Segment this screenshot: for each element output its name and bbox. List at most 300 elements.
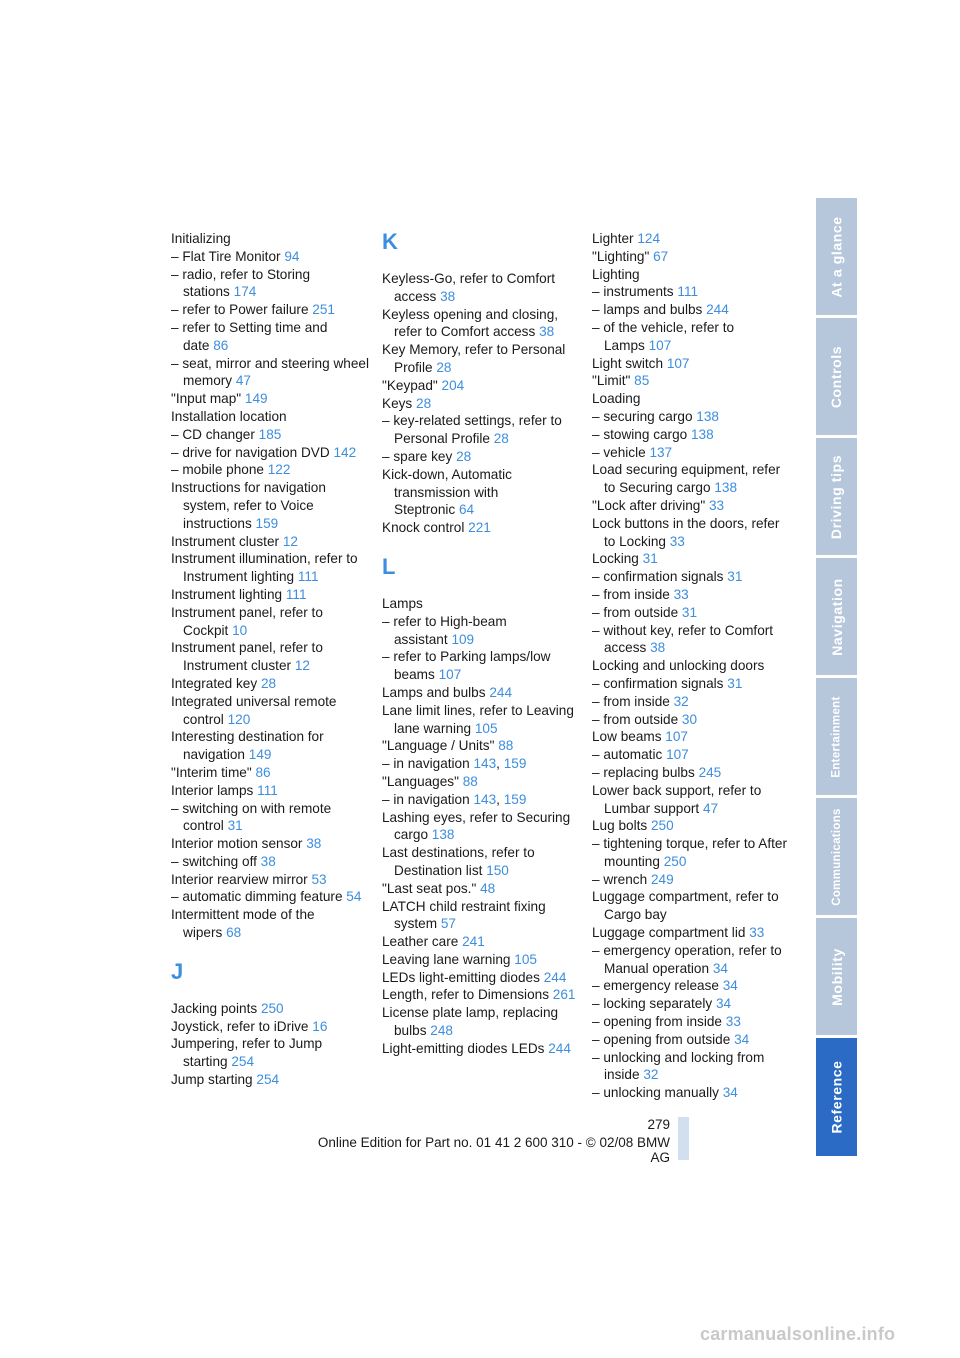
page-link[interactable]: 221 xyxy=(468,520,491,536)
entry-text: Lane limit lines, refer to Leaving lane warning xyxy=(382,702,574,736)
page-link[interactable]: 250 xyxy=(260,1000,284,1016)
entry-text: – from outside xyxy=(592,604,679,620)
index-entry xyxy=(171,390,371,408)
page-link[interactable]: 109 xyxy=(451,631,475,647)
page-link[interactable]: 244 xyxy=(706,302,729,318)
tab-controls[interactable] xyxy=(816,318,857,437)
entry-text: "Lighting" xyxy=(592,248,650,264)
index-entry xyxy=(592,355,790,373)
page-link[interactable]: 48 xyxy=(480,880,496,896)
page-link[interactable]: 53 xyxy=(311,871,327,887)
page-link[interactable]: 28 xyxy=(260,675,277,691)
index-entry xyxy=(592,1049,790,1085)
page-link[interactable]: 250 xyxy=(663,853,687,869)
page-link[interactable]: 38 xyxy=(539,324,555,340)
entry-text: – vehicle xyxy=(592,444,646,460)
index-entry xyxy=(592,977,790,995)
index-entry xyxy=(592,372,790,390)
entry-text: "Last seat pos." xyxy=(382,880,477,896)
index-entry xyxy=(382,951,582,969)
entry-text: – radio, refer to Storing stations xyxy=(171,266,311,300)
index-entry xyxy=(171,639,371,675)
entry-text: – refer to Setting time and date xyxy=(171,319,328,353)
index-entry xyxy=(171,693,371,729)
entry-text: – confirmation signals xyxy=(592,675,724,691)
page-link[interactable]: 241 xyxy=(462,934,485,950)
page-link[interactable]: 124 xyxy=(637,231,661,246)
page-link[interactable]: 174 xyxy=(233,284,257,300)
entry-text: – automatic dimming feature xyxy=(171,889,343,905)
index-entry xyxy=(592,586,790,604)
index-entry xyxy=(382,773,582,791)
entry-text: "Keypad" xyxy=(382,377,438,393)
entry-text: – securing cargo xyxy=(592,408,693,424)
page-link[interactable]: 251 xyxy=(312,302,335,318)
index-entry xyxy=(171,675,371,693)
entry-text: Initializing xyxy=(171,231,231,246)
index-entry xyxy=(382,395,582,413)
index-column-1 xyxy=(171,230,371,1089)
index-entry xyxy=(382,519,582,537)
entry-text: – spare key xyxy=(382,448,453,464)
page-link[interactable]: 28 xyxy=(456,448,472,464)
entry-text: – in navigation xyxy=(382,791,470,807)
index-entry xyxy=(592,942,790,978)
index-entry xyxy=(592,568,790,586)
page-link[interactable]: 33 xyxy=(749,925,765,941)
entry-text: Instrument panel, refer to Instrument cluster xyxy=(171,640,323,674)
entry-text: Keys xyxy=(382,395,413,411)
index-entry xyxy=(171,444,371,462)
entry-text: Instructions for navigation system, refer to Voice instructions xyxy=(171,480,326,531)
page-link[interactable]: 12 xyxy=(294,658,310,674)
page-link[interactable]: 33 xyxy=(673,586,689,602)
page-link[interactable]: 150 xyxy=(486,862,509,878)
index-entry xyxy=(171,906,371,942)
tab-navigation[interactable] xyxy=(816,558,857,677)
index-entry xyxy=(171,800,371,836)
entry-text: – unlocking and locking from inside xyxy=(592,1049,765,1083)
entry-text: Key Memory, refer to Personal Profile xyxy=(382,342,566,375)
entry-text: Locking and unlocking doors xyxy=(592,658,765,674)
page-link[interactable]: 34 xyxy=(722,1085,738,1101)
index-entry xyxy=(382,898,582,934)
index-entry xyxy=(592,1013,790,1031)
entry-text: – opening from inside xyxy=(592,1014,722,1030)
index-entry xyxy=(382,341,582,377)
footer-bar xyxy=(678,1117,689,1160)
page-link[interactable]: 138 xyxy=(696,408,719,424)
entry-text: "Input map" xyxy=(171,391,242,407)
index-entry xyxy=(592,817,790,835)
index-entry xyxy=(382,986,582,1004)
index-entry xyxy=(592,461,790,497)
entry-text: Jumpering, refer to Jump starting xyxy=(171,1036,323,1070)
page-link[interactable]: 254 xyxy=(231,1054,255,1070)
index-entry xyxy=(382,844,582,880)
page-link[interactable]: 244 xyxy=(548,1040,571,1056)
page-link[interactable]: 10 xyxy=(232,622,248,638)
index-entry xyxy=(171,1035,371,1071)
entry-text: Lashing eyes, refer to Securing cargo xyxy=(382,809,571,843)
index-entry xyxy=(592,444,790,462)
entry-text: – emergency release xyxy=(592,978,719,994)
index-entry xyxy=(592,871,790,889)
index-entry xyxy=(171,248,371,266)
index-entry xyxy=(592,924,790,942)
page-link[interactable]: 111 xyxy=(677,284,699,300)
entry-text: Interior rearview mirror xyxy=(171,871,308,887)
index-entry xyxy=(382,933,582,951)
entry-text: Lighting xyxy=(592,266,640,282)
index-entry xyxy=(382,648,582,684)
index-entry xyxy=(382,595,582,613)
page-link[interactable]: 67 xyxy=(653,248,669,264)
index-entry xyxy=(592,995,790,1013)
tab-label: Reference xyxy=(828,1060,845,1134)
page-link[interactable]: 138 xyxy=(431,827,455,843)
page-link[interactable]: 159 xyxy=(503,791,527,807)
page-link[interactable]: 143 xyxy=(473,756,497,772)
index-entry xyxy=(592,764,790,782)
entry-text: – instruments xyxy=(592,284,674,300)
entry-text: – opening from outside xyxy=(592,1031,731,1047)
index-entry xyxy=(592,604,790,622)
entry-text: – refer to Parking lamps/low beams xyxy=(382,649,551,683)
page-link[interactable]: 47 xyxy=(235,373,251,389)
entry-text: Light-emitting diodes LEDs xyxy=(382,1040,545,1056)
page-link[interactable]: 31 xyxy=(681,604,698,620)
index-entry xyxy=(382,809,582,845)
page-link[interactable]: 33 xyxy=(708,497,725,513)
index-entry xyxy=(171,835,371,853)
entry-text: – refer to High-beam assistant xyxy=(382,613,507,647)
tab-communications[interactable] xyxy=(816,798,857,917)
index-entry xyxy=(592,497,790,515)
entry-text: Locking xyxy=(592,551,639,567)
edition-note: Online Edition for Part no. 01 41 2 600 310 - © 02/08 BMW AG xyxy=(317,1135,670,1165)
index-entry xyxy=(171,355,371,391)
tab-label: Mobility xyxy=(828,947,845,1006)
index-column-3 xyxy=(592,230,790,1102)
entry-text: – wrench xyxy=(592,871,648,887)
page-link[interactable]: 32 xyxy=(643,1067,659,1083)
index-entry xyxy=(171,266,371,302)
page-link[interactable]: 149 xyxy=(244,391,268,407)
index-entry xyxy=(592,888,790,924)
entry-text: – unlocking manually xyxy=(592,1085,719,1101)
index-entry xyxy=(592,782,790,818)
index-entry xyxy=(592,408,790,426)
index-entry xyxy=(382,684,582,702)
page-link[interactable]: 28 xyxy=(436,359,452,375)
page-link[interactable]: 30 xyxy=(681,711,698,727)
entry-text: Keyless-Go, refer to Comfort access xyxy=(382,271,555,304)
page-link[interactable]: 86 xyxy=(255,764,271,780)
entry-text: LATCH child restraint fixing system xyxy=(382,898,546,932)
entry-text: Jump starting xyxy=(171,1072,253,1088)
entry-text: Leather care xyxy=(382,934,459,950)
index-entry xyxy=(382,1040,582,1058)
entry-text: – from inside xyxy=(592,586,670,602)
entry-text: Light switch xyxy=(592,355,664,371)
page-link[interactable]: 122 xyxy=(267,462,291,478)
page-link[interactable]: 38 xyxy=(440,288,456,304)
page-link[interactable]: 38 xyxy=(650,640,666,656)
index-entry xyxy=(171,853,371,871)
page-link[interactable]: 32 xyxy=(673,693,689,709)
entry-text: Loading xyxy=(592,391,641,407)
index-entry xyxy=(592,550,790,568)
page-link[interactable]: 204 xyxy=(441,377,465,393)
entry-text: Lock buttons in the doors, refer to Locking xyxy=(592,515,780,549)
entry-text: Interior lamps xyxy=(171,782,254,798)
index-entry xyxy=(592,675,790,693)
index-entry xyxy=(171,479,371,532)
page-link[interactable]: 138 xyxy=(691,426,714,442)
index-entry xyxy=(592,230,790,248)
index-entry xyxy=(382,412,582,448)
page-link[interactable]: 149 xyxy=(248,747,272,763)
entry-text: – stowing cargo xyxy=(592,426,688,442)
entry-text: Length, refer to Dimensions xyxy=(382,987,549,1003)
entry-text: Low beams xyxy=(592,729,662,745)
index-entry xyxy=(592,319,790,355)
entry-text: Luggage compartment lid xyxy=(592,925,746,941)
entry-text: Kick-down, Automatic transmission with Steptronic xyxy=(382,466,512,518)
index-entry xyxy=(592,515,790,551)
page-link[interactable]: 28 xyxy=(493,431,509,447)
tab-label: At a glance xyxy=(828,215,845,298)
page-link[interactable]: 107 xyxy=(666,747,689,763)
index-entry xyxy=(382,880,582,898)
entry-text: – automatic xyxy=(592,747,663,763)
index-entry xyxy=(171,604,371,640)
index-entry xyxy=(592,622,790,658)
index-entry xyxy=(382,377,582,395)
page-link[interactable]: 107 xyxy=(438,667,462,683)
index-entry xyxy=(382,613,582,649)
index-entry xyxy=(171,408,371,426)
page-link[interactable]: 34 xyxy=(715,996,732,1012)
page-link[interactable]: 31 xyxy=(727,569,743,585)
entry-text: Integrated universal remote control xyxy=(171,693,337,727)
entry-text: – locking separately xyxy=(592,996,713,1012)
tab-driving-tips[interactable] xyxy=(816,438,857,557)
index-entry xyxy=(592,301,790,319)
index-entry xyxy=(171,426,371,444)
index-entry xyxy=(171,319,371,355)
page-link[interactable]: 159 xyxy=(503,756,527,772)
entry-text: – drive for navigation DVD xyxy=(171,444,330,460)
page-link[interactable]: 245 xyxy=(698,764,722,780)
page-link[interactable]: 38 xyxy=(260,853,276,869)
page-number: 279 xyxy=(647,1117,670,1132)
page-link[interactable]: 88 xyxy=(498,738,514,754)
index-entry xyxy=(382,270,582,306)
entry-text: – replacing bulbs xyxy=(592,764,695,780)
page-link[interactable]: 249 xyxy=(650,871,674,887)
entry-text: – without key, refer to Comfort access xyxy=(592,622,774,656)
index-entry xyxy=(171,782,371,800)
entry-text: Luggage compartment, refer to Cargo bay xyxy=(592,889,779,923)
index-entry xyxy=(592,283,790,301)
page-link[interactable]: 248 xyxy=(430,1023,453,1039)
index-entry xyxy=(592,266,790,284)
entry-text: Interesting destination for navigation xyxy=(171,729,324,763)
tab-label: Entertainment xyxy=(830,695,843,778)
index-entry xyxy=(592,1031,790,1049)
entry-text: Lower back support, refer to Lumbar support xyxy=(592,782,762,816)
page-link[interactable]: 34 xyxy=(722,978,738,994)
page-link[interactable]: 107 xyxy=(665,729,688,745)
page-link[interactable]: 47 xyxy=(703,800,719,816)
index-entry xyxy=(171,301,371,319)
index-entry xyxy=(171,550,371,586)
entry-text: Last destinations, refer to Destination list xyxy=(382,845,535,878)
entry-text: Instrument panel, refer to Cockpit xyxy=(171,604,323,638)
entry-text: "Languages" xyxy=(382,773,459,789)
index-entry xyxy=(171,764,371,782)
page-link[interactable]: 86 xyxy=(213,337,229,353)
index-entry xyxy=(171,1071,371,1089)
page-link[interactable]: 261 xyxy=(552,987,576,1003)
entry-text: Interior motion sensor xyxy=(171,836,303,852)
page-link[interactable]: 111 xyxy=(285,586,307,602)
index-entry: – in navigation 143, 159 xyxy=(382,756,527,772)
index-entry xyxy=(382,306,582,342)
index-entry xyxy=(171,728,371,764)
page-link[interactable]: 143 xyxy=(473,791,497,807)
tab-reference[interactable] xyxy=(816,1038,857,1158)
entry-text: – confirmation signals xyxy=(592,569,724,585)
entry-text: – emergency operation, refer to Manual operation xyxy=(592,942,782,976)
page-link[interactable]: 31 xyxy=(642,551,658,567)
entry-text: Keyless opening and closing, refer to Comfort access xyxy=(382,306,559,340)
entry-text: Lighter xyxy=(592,231,634,246)
page-link[interactable]: 254 xyxy=(256,1072,280,1088)
entry-text: Knock control xyxy=(382,520,465,536)
page-link[interactable]: 185 xyxy=(258,426,282,442)
watermark: carmanualsonline.info xyxy=(700,1324,896,1344)
tab-label: Controls xyxy=(828,345,845,408)
page-link[interactable]: 64 xyxy=(459,502,475,518)
index-column-2 xyxy=(382,230,582,1058)
index-entry xyxy=(382,466,582,519)
page-link[interactable]: 85 xyxy=(634,373,650,389)
page-link[interactable]: 159 xyxy=(255,515,279,531)
tab-mobility[interactable] xyxy=(816,918,857,1037)
index-entry xyxy=(592,728,790,746)
index-entry xyxy=(592,390,790,408)
entry-text: Load securing equipment, refer to Securing cargo xyxy=(592,462,781,496)
page-link[interactable]: 31 xyxy=(227,818,243,834)
page-link[interactable]: 38 xyxy=(306,836,322,852)
entry-text: – seat, mirror and steering wheel memory xyxy=(171,355,369,389)
index-entry xyxy=(382,448,582,466)
page-link[interactable]: 34 xyxy=(712,960,728,976)
page-link[interactable]: 107 xyxy=(666,355,690,371)
entry-text: – Flat Tire Monitor xyxy=(171,248,281,264)
page-link[interactable]: 137 xyxy=(649,444,673,460)
page-link[interactable]: 111 xyxy=(257,782,278,798)
page-link[interactable]: 88 xyxy=(462,773,478,789)
entry-text: – in navigation xyxy=(382,756,470,772)
entry-text: Intermittent mode of the wipers xyxy=(171,907,315,941)
page-link[interactable]: 142 xyxy=(333,444,357,460)
index-entry xyxy=(171,1018,371,1036)
page-link[interactable]: 107 xyxy=(648,337,672,353)
index-entry xyxy=(592,746,790,764)
page-link[interactable]: 111 xyxy=(297,569,319,585)
index-entry xyxy=(171,888,371,906)
tab-label: Communications xyxy=(830,807,843,906)
index-entry xyxy=(171,871,371,889)
index-entry xyxy=(382,737,582,755)
page-link[interactable]: 34 xyxy=(734,1031,750,1047)
index-entry xyxy=(592,835,790,871)
entry-text: Jacking points xyxy=(171,1000,258,1016)
page-link[interactable]: 28 xyxy=(416,395,432,411)
entry-text: Integrated key xyxy=(171,675,258,691)
tab-label: Navigation xyxy=(828,577,845,656)
section-letter: J xyxy=(171,958,184,984)
entry-text: – of the vehicle, refer to Lamps xyxy=(592,319,735,353)
page-link[interactable]: 33 xyxy=(669,533,685,549)
entry-text: – CD changer xyxy=(171,426,255,442)
entry-text: Leaving lane warning xyxy=(382,951,511,967)
page-link[interactable]: 54 xyxy=(346,889,362,905)
entry-text: Joystick, refer to iDrive xyxy=(171,1018,309,1034)
page-link[interactable]: 12 xyxy=(282,533,298,549)
entry-text: License plate lamp, replacing bulbs xyxy=(382,1005,559,1039)
tab-label: Driving tips xyxy=(828,454,845,539)
index-entry xyxy=(592,693,790,711)
page-link[interactable]: 138 xyxy=(714,480,738,496)
entry-text: – from outside xyxy=(592,711,679,727)
page-link[interactable]: 16 xyxy=(312,1018,328,1034)
tab-entertainment[interactable] xyxy=(816,678,857,797)
entry-text: Instrument cluster xyxy=(171,533,280,549)
page-link[interactable]: 244 xyxy=(489,684,513,700)
tab-at-a-glance[interactable] xyxy=(816,198,857,317)
chapter-tabs xyxy=(816,198,857,1160)
index-entry: – in navigation 143, 159 xyxy=(382,791,527,807)
entry-text: LEDs light-emitting diodes xyxy=(382,969,540,985)
entry-text: – mobile phone xyxy=(171,462,264,478)
index-entry xyxy=(171,533,371,551)
entry-text: Lamps xyxy=(382,595,423,611)
page-link[interactable]: 31 xyxy=(727,675,743,691)
page-link[interactable]: 244 xyxy=(543,969,567,985)
index-entry xyxy=(171,230,371,248)
page-link[interactable]: 68 xyxy=(226,925,242,941)
entry-text: – switching on with remote control xyxy=(171,800,332,834)
entry-text: – from inside xyxy=(592,693,670,709)
page-link[interactable]: 33 xyxy=(725,1014,741,1030)
page-link[interactable]: 105 xyxy=(474,720,498,736)
entry-text: "Language / Units" xyxy=(382,738,495,754)
entry-text: "Limit" xyxy=(592,373,631,389)
page-link[interactable]: 57 xyxy=(440,916,456,932)
page-link[interactable]: 94 xyxy=(284,248,300,264)
page-link[interactable]: 250 xyxy=(650,818,674,834)
page-link[interactable]: 120 xyxy=(227,711,251,727)
index-entry xyxy=(382,969,582,987)
index-entry xyxy=(592,248,790,266)
index-entry xyxy=(592,711,790,729)
page-link[interactable]: 105 xyxy=(514,951,537,967)
